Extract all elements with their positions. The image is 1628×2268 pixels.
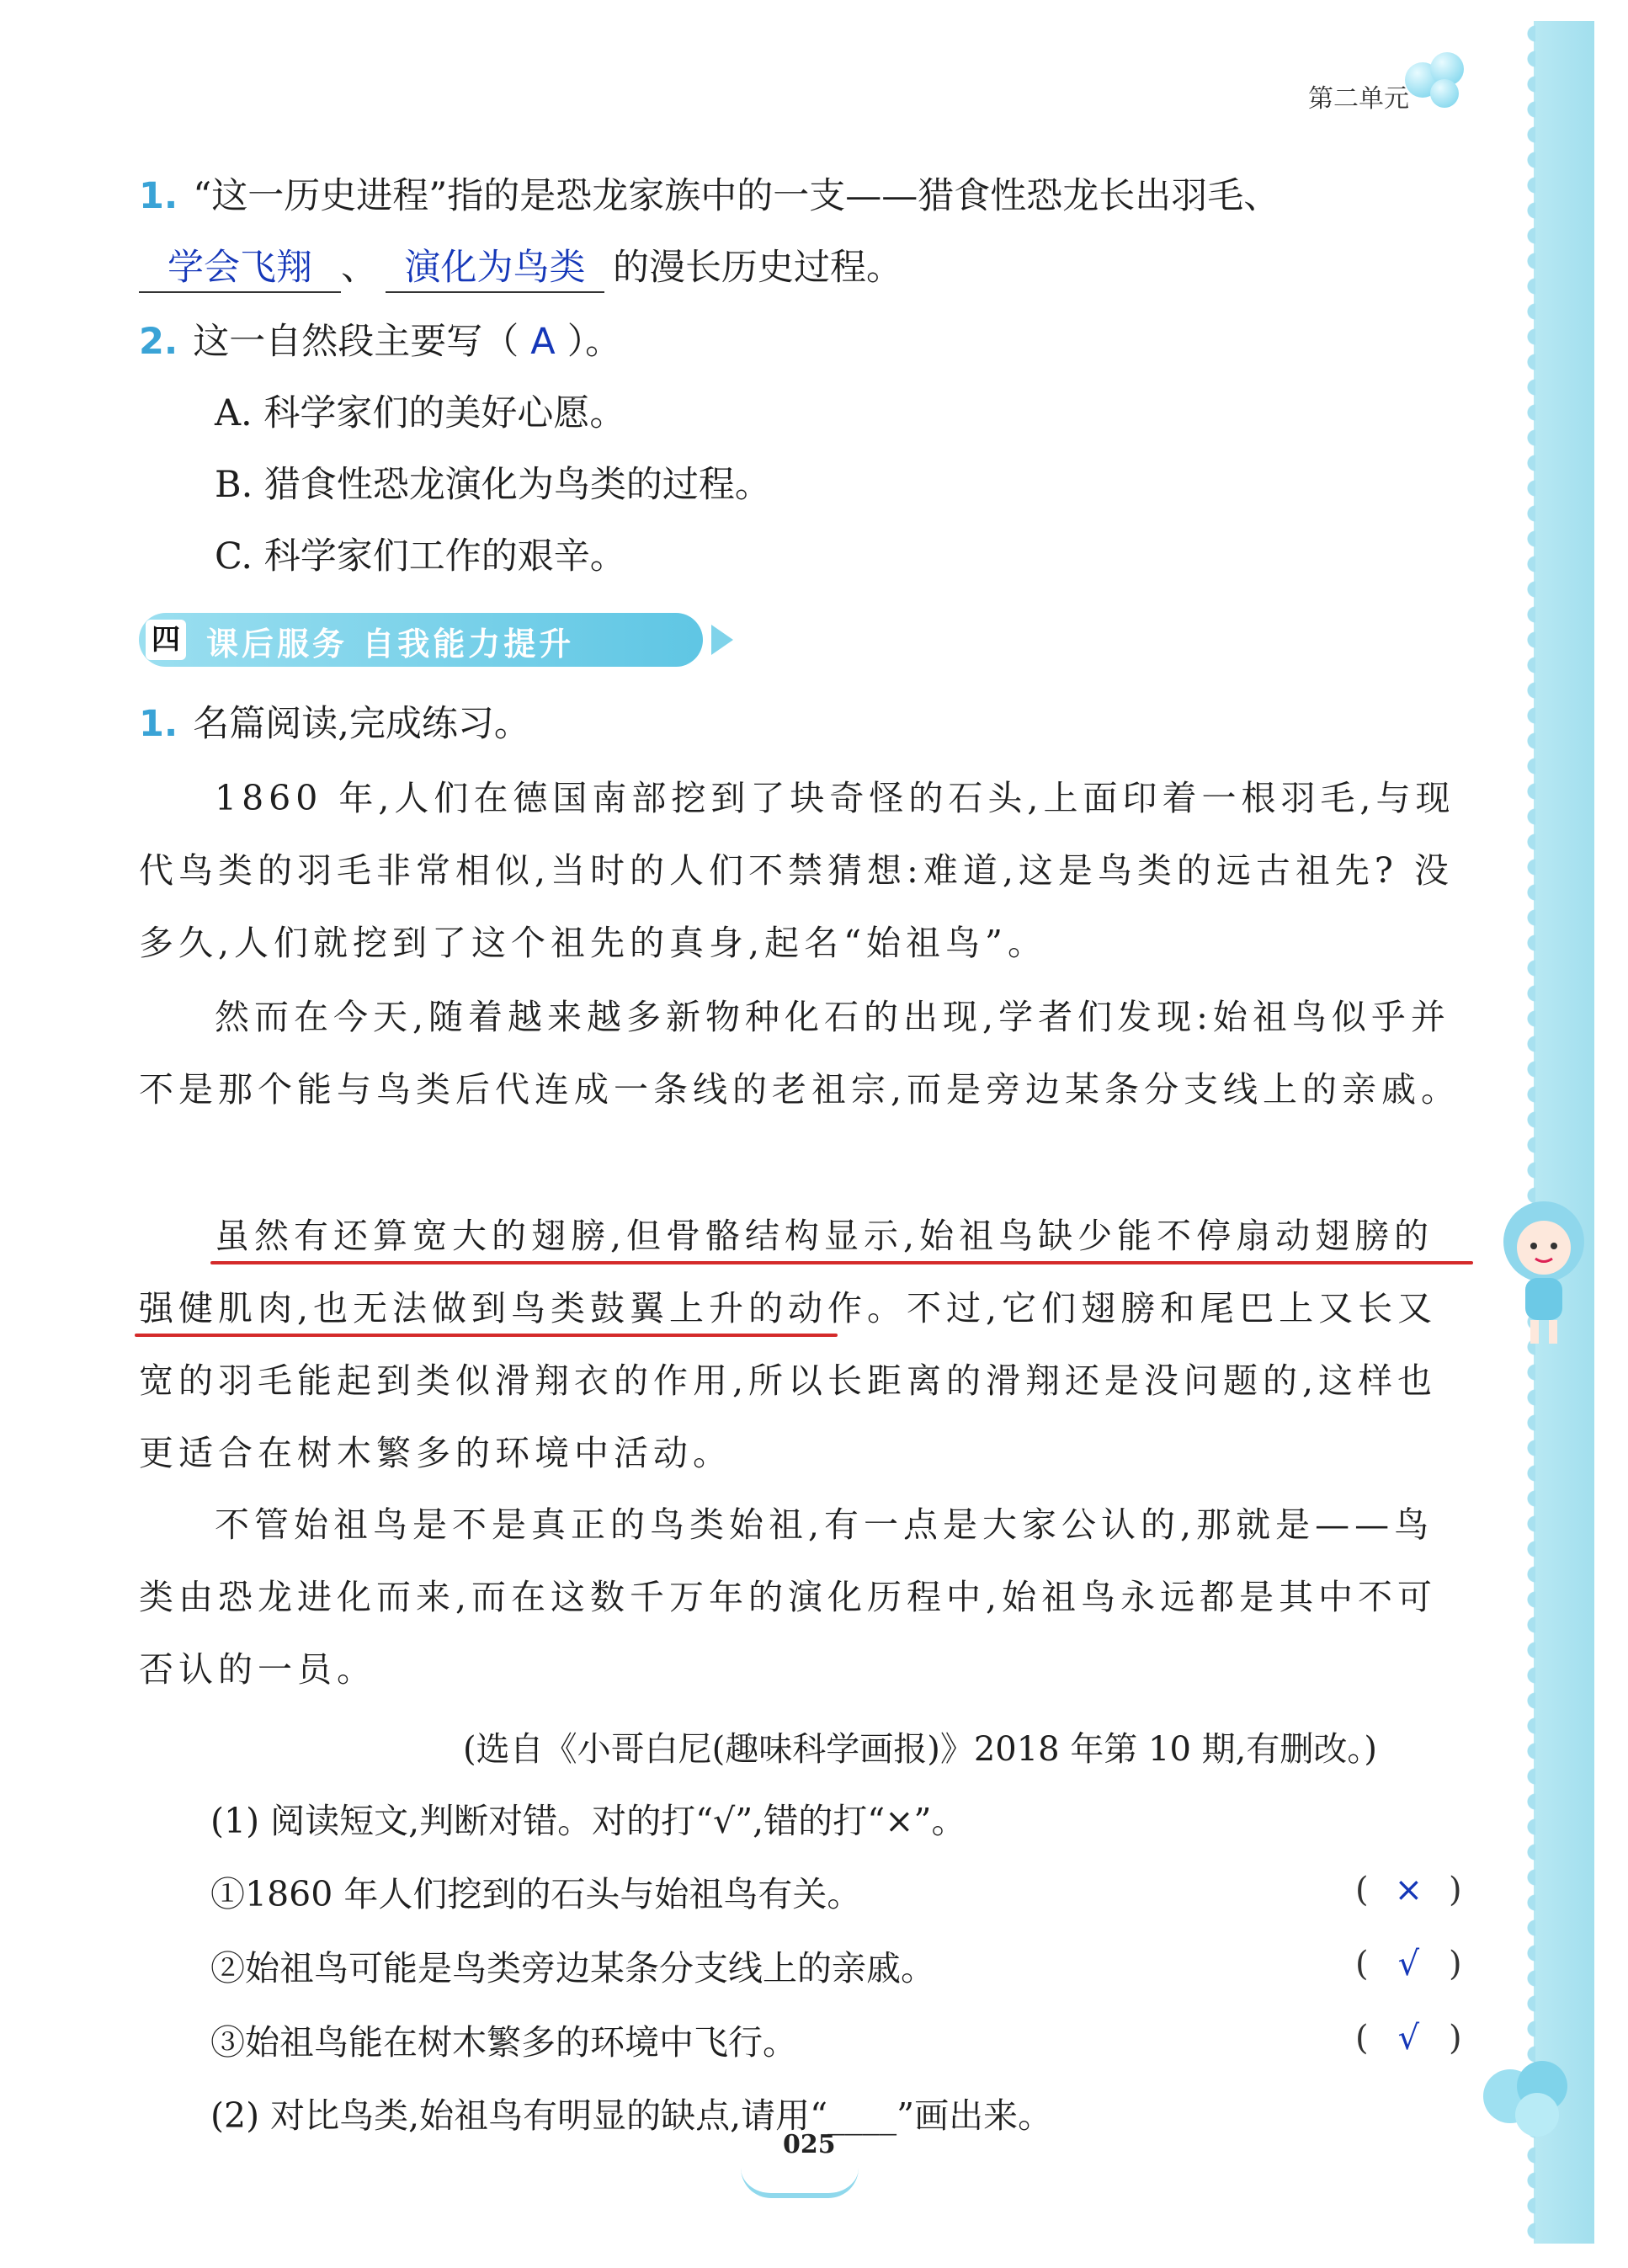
passage-paragraph-4: 不管始祖鸟是不是真正的鸟类始祖,有一点是大家公认的,那就是——鸟类由恐龙进化而来,而在这数千万年的演化历程中,始祖鸟永远都是其中不可否认的一员。 (139, 1504, 1438, 1690)
section-number: 四 (146, 620, 186, 660)
sub1-mark-2[interactable]: ( √ ) (1355, 1945, 1462, 1983)
q1-number: 1. (139, 175, 178, 217)
q1-line2 (139, 244, 902, 293)
passage-paragraph-3-rest: 不过,它们翅膀和尾巴上又长又宽的羽毛能起到类似滑翔衣的作用,所以长距离的滑翔还是没问题的,这样也更适合在树木繁多的环境中活动。 (139, 1288, 1438, 1473)
passage-paragraph-1: 1860 年,人们在德国南部挖到了块奇怪的石头,上面印着一根羽毛,与现代鸟类的羽毛非常相似,当时的人们不禁猜想:难道,这是鸟类的远古祖先? 没多久,人们就挖到了这个祖先的真身,起名“始祖鸟”。 (139, 778, 1455, 963)
q1-line1 (139, 173, 1280, 220)
balloon-decoration-icon (1476, 2054, 1577, 2147)
page-number-wave-decoration (741, 2168, 859, 2198)
q1-blank-2[interactable]: 演化为鸟类 (386, 244, 604, 293)
passage-paragraph-2: 然而在今天,随着越来越多新物种化石的出现,学者们发现:始祖鸟似乎并不是那个能与鸟类后代连成一条线的老祖宗,而是旁边某条分支线上的亲戚。 (139, 997, 1461, 1110)
q2-option-a: A. 科学家们的美好心愿。 (215, 392, 626, 434)
q2-answer[interactable]: A (530, 321, 556, 363)
q2-option-b: B. 猎食性恐龙演化为鸟类的过程。 (215, 464, 771, 506)
q2-number: 2. (139, 321, 178, 363)
sub1-stem: (1) 阅读短文,判断对错。对的打“√”,错的打“×”。 (210, 1801, 966, 1841)
unit-header: 第二单元 (1308, 84, 1409, 114)
sub1-answer-1: × (1394, 1871, 1423, 1909)
page-number: 025 (783, 2130, 836, 2159)
q1-blank-1[interactable]: 学会飞翔 (139, 244, 341, 293)
sub1-answer-2: √ (1397, 1945, 1420, 1983)
cartoon-girl-icon (1493, 1195, 1594, 1355)
sub1-answer-3: √ (1397, 2019, 1420, 2058)
bubble-decoration-icon (1405, 52, 1468, 111)
sub1-mark-3[interactable]: ( √ ) (1355, 2019, 1462, 2058)
red-underline-2 (135, 1334, 838, 1337)
q1-separator: 、 (341, 247, 377, 289)
passage-paragraph-3 (139, 1200, 1469, 1489)
red-underline-1 (210, 1261, 1473, 1264)
q2-stem-after: ）。 (567, 321, 622, 363)
sub1-mark-1[interactable]: ( × ) (1355, 1871, 1462, 1909)
reading-instruction (139, 700, 530, 748)
marked-sentence: 虽然有还算宽大的翅膀,但骨骼结构显示,始祖鸟缺少能不停扇动翅膀的强健肌肉,也无法做到鸟类鼓翼上升的动作。 (139, 1216, 1434, 1328)
sub1-item-2: ②始祖鸟可能是鸟类旁边某条分支线上的亲戚。 (210, 1948, 935, 1988)
q2-option-c: C. 科学家们工作的艰辛。 (215, 535, 626, 578)
q2-stem (139, 318, 621, 365)
section-title: 课后服务 自我能力提升 (206, 626, 575, 663)
passage-source: (选自《小哥白尼(趣味科学画报)》2018 年第 10 期,有删改。) (463, 1730, 1377, 1769)
reading-instruction-text: 名篇阅读,完成练习。 (193, 703, 530, 745)
sub2-stem: (2) 对比鸟类,始祖鸟有明显的缺点,请用“____”画出来。 (210, 2095, 1053, 2136)
q1-tail: 的漫长历史过程。 (613, 247, 902, 289)
sub1-item-3: ③始祖鸟能在树木繁多的环境中飞行。 (210, 2022, 797, 2063)
sub1-item-1: ①1860 年人们挖到的石头与始祖鸟有关。 (210, 1874, 862, 1914)
side-decoration-strip (1534, 21, 1594, 2244)
q1-text: “这一历史进程”指的是恐龙家族中的一支——猎食性恐龙长出羽毛、 (193, 175, 1280, 217)
banner-arrow-icon (711, 625, 733, 655)
reading-number: 1. (139, 703, 178, 745)
q2-stem-before: 这一自然段主要写（ (193, 321, 519, 363)
section-banner (139, 613, 703, 667)
